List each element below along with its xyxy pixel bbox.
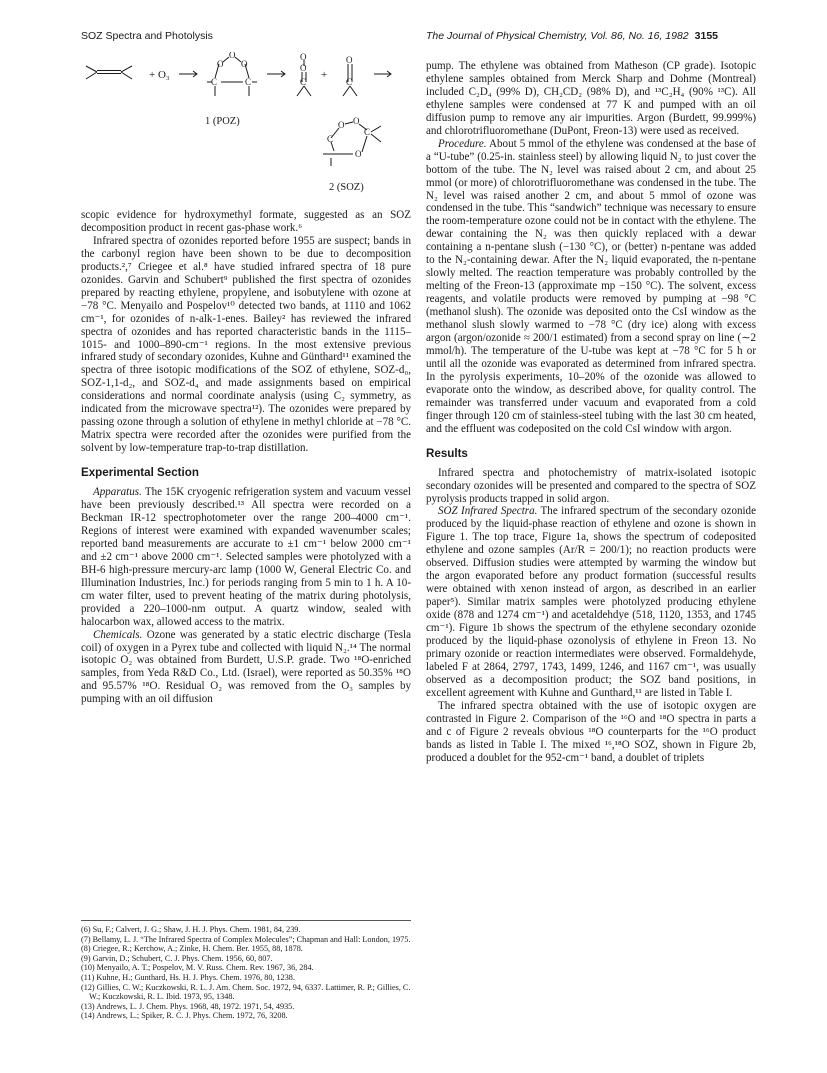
apparatus-subheading: Apparatus.: [93, 486, 142, 499]
soz-spectra-text: The infrared spectrum of the secondary ozonide produced by the liquid-phase reaction of ethylene and ozone is shown in Figure 1. The top trace, Figure 1a, shows the spectrum of codeposited ethylene and ozone samples (Ar/R = 200/1); no reaction products were observed. Diffusion studies were attempted by warming the window but the argon evaporated before any product formation (successful results were obtained with xenon instead of argon, as described in an earlier paper⁵). Similar matrix samples were photolyzed producing ethylene oxide (878 and 1274 cm⁻¹) and acetaldehdye (518, 1120, 1353, and 1745 cm⁻¹). Figure 1b shows the spectrum of the ethylene secondary ozonide produced by the liquid-phase ozonolysis of ethylene in Freon 13. No primary ozonide or reaction intermediates were observed. Formaldehyde, labeled F at 2864, 2797, 1743, 1499, 1246, and 1167 cm⁻¹, was usually observed as a decomposition product; the SOZ band positions, in excellent agreement with Kuhne and Gunthard,¹¹ are listed in Table I.: [426, 505, 756, 699]
svg-text:O: O: [241, 59, 248, 69]
soz-spectra-paragraph: [426, 505, 756, 699]
left-column: [81, 209, 411, 706]
svg-text:C: C: [300, 77, 307, 87]
svg-text:C: C: [346, 77, 353, 87]
svg-text:O: O: [229, 52, 236, 60]
svg-text:O: O: [338, 120, 345, 130]
footnote-8: (8) Criegee, R.; Kerchow, A.; Zinke, H. Chem. Ber. 1955, 88, 1878.: [81, 944, 303, 954]
chemicals-paragraph: [81, 629, 411, 707]
svg-text:O: O: [300, 52, 307, 62]
left-paragraph-1: scopic evidence for hydroxymethyl formate, suggested as an SOZ decomposition product in recent gas-phase work.⁶: [81, 209, 411, 234]
running-head: SOZ Spectra and Photolysis: [81, 30, 213, 42]
chemicals-subheading: Chemicals.: [93, 628, 143, 641]
procedure-text: About 5 mmol of the ethylene was condensed at the base of a “U-tube” (0.25-in. stainless steel) by allowing liquid N₂ to just cover the bottom of the tube. The N₂ level was raised about 2 cm, and about 25 mmol (or more) of chlorotrifluoromethane was condensed in the tube. The N₂ level was raised another 2 cm, and about 5 mmol of ozone was condensed in the tube. This “sandwich” technique was necessary to ensure the room-temperature ozone could not be in contact with the ethylene. The dewar containing the N₂ was then quickly replaced with a dewar containing a n-pentane slush (−130 °C), or (better) n-pentane was added to the N₂-containing dewar. After the N₂ liquid evaporated, the n-pentane slowly melted. The reaction temperature was probably controlled by the melting of the Freon-13 (approximate mp −150 °C). The solvent, excess reagents, and volatile products were removed by pumping at −98 °C (methanol slush). The ozonide was deposited onto the CsI window as the methanol slush slowly warmed to −78 °C (dry ice) along with excess argon (argon/ozonide ≈ 200/1 estimated) from a second spray on line (∼2 mmol/h). The temperature of the U-tube was kept at −78 °C for 5 h or until all the ozonide was evaporated as determined from infrared spectra. In the pyrolysis experiments, 10–20% of the ozonide was allowed to evaporate onto the window, as described above, for quality control. The remainder was transferred under vacuum and evaporated from a cold finger through 120 cm of stainless-steel tubing with the last 30 cm heated, and the effluent was codeposited on the cold CsI window with argon.: [426, 137, 756, 435]
procedure-paragraph: [426, 138, 756, 436]
svg-text:O: O: [300, 63, 307, 73]
reaction-scheme: [81, 52, 411, 202]
right-paragraph-1: pump. The ethylene was obtained from Matheson (CP grade). Isotopic ethylene samples obtained from Merck Sharp and Dohme (Montreal) included C₂D₄ (99% D), CH₂CD₂ (98% D), and ¹³C₂H₄ (90% ¹³C). All ethylene samples were condensed at 77 K and pumped with an oil diffusion pump to remove any air impurities. Argon (Burdett, 99.999%) and chlorotrifluoromethane (DuPont, Freon-13) were used as received.: [426, 60, 756, 137]
footnote-11: (11) Kuhne, H.; Gunthard, Hs. H. J. Phys. Chem. 1976, 80, 1238.: [81, 972, 295, 982]
footnote-6: (6) Su, F.; Calvert, J. G.; Shaw, J. H. J. Phys. Chem. 1981, 84, 239.: [81, 925, 301, 934]
scheme-label-soz: 2 (SOZ): [329, 182, 364, 193]
section-heading-results: Results: [426, 446, 468, 460]
footnote-9: (9) Garvin, D.; Schubert, C. J. Phys. Chem. 1956, 60, 807.: [81, 953, 273, 963]
svg-text:C: C: [364, 127, 371, 137]
svg-text:C: C: [211, 77, 218, 87]
footnote-10: (10) Menyailo, A. T.; Pospelov, M. V. Russ. Chem. Rev. 1967, 36, 284.: [81, 963, 314, 973]
left-paragraph-2: Infrared spectra of ozonides reported before 1955 are suspect; bands in the carbonyl region have been shown to be due to decomposition products.²,⁷ Criegee et al.⁸ have studied infrared spectra of 18 pure ozonides. Garvin and Schubert⁹ published the first spectra of ozonides prepared by reacting ethylene, propylene, and isobutylene with ozone at −78 °C. Menyailo and Pospelov¹⁰ detected two bands, at 1110 and 1062 cm⁻¹, for ozonides of n-alk-1-enes. Bailey² has reviewed the infrared spectra of ozonides and has reported characteristic bands in the 1115–1015- and 1000–890-cm⁻¹ regions. In the most extensive previous infrared study of secondary ozonides, Kuhne and Günthard¹¹ examined the spectra of three isotopic modifications of the SOZ of ethylene, SOZ-d₀, SOZ-1,1-d₂, and SOZ-d₄ and made assignments based on empirical considerations and normal coordinate analysis (using C₂ symmetry, as indicated from the microwave spectra¹²). The ozonides were prepared by passing ozone through a solution of ethylene in methyl chloride at −78 °C. Matrix spectra were recorded after the ozonides were purified from the solvent by low-temperature trap-to-trap distillation.: [81, 234, 411, 455]
apparatus-paragraph: [81, 486, 411, 628]
svg-text:O: O: [355, 149, 362, 159]
results-paragraph-1: Infrared spectra and photochemistry of matrix-isolated isotopic secondary ozonides will be presented and compared to the spectra of SOZ pyrolysis products trapped in solid argon.: [426, 466, 756, 505]
chemicals-text: Ozone was generated by a static electric discharge (Tesla coil) of oxygen in a Pyrex tube and collected with liquid N₂.¹⁴ The normal isotopic O₂ was obtained from Burdett, U.S.P. grade. Two ¹⁸O-enriched samples, from Yeda R&D Co., Ltd. (Israel), were reported as 50.35% ¹⁸O and 95.57% ¹⁸O. Residual O₂ was removed from the O₃ samples by pumping with an oil diffusion: [81, 628, 411, 706]
footnote-7: (7) Bellamy, L. J. “The Infrared Spectra of Complex Molecules”; Chapman and Hall: London, 1975.: [81, 934, 411, 944]
footnotes: [81, 920, 411, 1021]
footnote-12: (12) Gillies, C. W.; Kuczkowski, R. L. J. Am. Chem. Soc. 1972, 94, 6337. Lattimer, R. P.; Gillies, C. W.; Kuczkowski, R. L. Ibid. 1973, 95, 1348.: [81, 982, 411, 1002]
svg-text:O: O: [217, 59, 224, 69]
procedure-subheading: Procedure.: [438, 137, 487, 150]
right-column: [426, 60, 756, 765]
journal-citation: [426, 30, 718, 42]
footnote-13: (13) Andrews, L. J. Chem. Phys. 1968, 48, 1972. 1971, 54, 4935.: [81, 1001, 295, 1011]
reaction-scheme-drawing: [81, 52, 411, 202]
svg-text:O: O: [346, 55, 353, 65]
svg-text:C: C: [245, 77, 252, 87]
results-paragraph-3: The infrared spectra obtained with the use of isotopic oxygen are contrasted in Figure 2. Comparison of the ¹⁶O and ¹⁸O spectra in parts a and c of Figure 2 reveals obvious ¹⁸O counterparts for the ¹⁶O product bands as listed in Table I. The mixed ¹⁶,¹⁸O SOZ, shown in Figure 2b, produced a doublet for the 952-cm⁻¹ band, a doublet of triplets: [426, 699, 756, 764]
scheme-plus: +: [321, 69, 328, 81]
footnote-rule: [81, 920, 411, 921]
svg-text:O: O: [353, 116, 360, 126]
scheme-label-poz: 1 (POZ): [205, 116, 240, 127]
journal-name: The Journal of Physical Chemistry, Vol. 86, No. 16, 1982: [426, 30, 689, 42]
page-number: 3155: [694, 30, 718, 42]
scheme-plus-ozone: + O₃: [149, 69, 170, 81]
soz-spectra-subheading: SOZ Infrared Spectra.: [438, 505, 538, 518]
section-heading-experimental: Experimental Section: [81, 466, 199, 480]
footnote-14: (14) Andrews, L.; Spiker, R. C. J. Phys. Chem. 1972, 76, 3208.: [81, 1011, 288, 1021]
svg-text:C: C: [327, 134, 334, 144]
apparatus-text: The 15K cryogenic refrigeration system and vacuum vessel have been previously described.¹³ All spectra were recorded on a Beckman IR-12 spectrophotometer over the range 200–4000 cm⁻¹. Regions of interest were examined with expanded wavenumber scales; reported band measurements are accurate to ±1 cm⁻¹ below 2000 cm⁻¹ and ±2 cm⁻¹ above 2000 cm⁻¹. Selected samples were photolyzed with a BH-6 high-pressure mercury-arc lamp (1000 W, General Electric Co. and Illumination Industries, Inc.) for periods ranging from 5 min to 1 h. A 10-cm water filter, used to prevent heating of the matrix during photolysis, provided a 220–1000-nm output. A quartz window, sealed with halocarbon wax, allowed access to the matrix.: [81, 486, 411, 628]
